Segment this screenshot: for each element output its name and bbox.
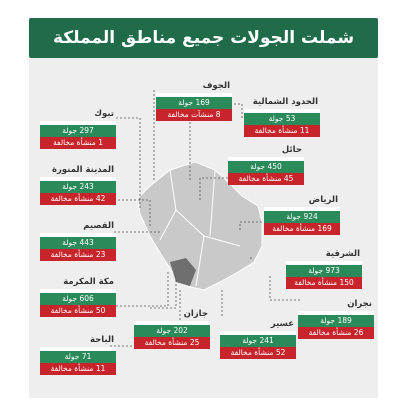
region-name: الشرقية xyxy=(325,249,360,259)
tours-count: 924 جولة xyxy=(264,211,340,223)
region-name: المدينة المنورة xyxy=(51,165,114,175)
violations-count: 45 منشأة مخالفة xyxy=(228,173,304,185)
tours-count: 973 جولة xyxy=(286,265,362,277)
violations-count: 1 منشأة مخالفة xyxy=(40,137,116,149)
tours-count: 169 جولة xyxy=(156,97,232,109)
region-card-qassim xyxy=(40,222,116,261)
tours-count: 450 جولة xyxy=(228,161,304,173)
leader-line-tabuk xyxy=(116,118,140,208)
tours-count: 189 جولة xyxy=(298,315,374,327)
region-card-najran xyxy=(298,300,374,339)
violations-count: 26 منشأة مخالفة xyxy=(298,327,374,339)
region-name: مكة المكرمة xyxy=(63,277,114,287)
region-card-aljouf xyxy=(156,82,232,121)
violations-count: 11 منشأة مخالفة xyxy=(244,125,320,137)
tours-count: 606 جولة xyxy=(40,293,116,305)
region-name: نجران xyxy=(347,299,372,309)
violations-count: 23 منشأة مخالفة xyxy=(40,249,116,261)
violations-count: 52 منشأة مخالفة xyxy=(220,347,296,359)
tours-count: 241 جولة xyxy=(220,335,296,347)
tours-count: 71 جولة xyxy=(40,351,116,363)
region-card-makkah xyxy=(40,278,116,317)
region-card-asir xyxy=(220,320,296,359)
tours-count: 297 جولة xyxy=(40,125,116,137)
region-name: الجوف xyxy=(202,81,230,91)
violations-count: 42 منشأة مخالفة xyxy=(40,193,116,205)
leader-line-makkah xyxy=(108,270,168,306)
region-card-northern xyxy=(244,98,320,137)
region-card-jazan xyxy=(134,310,210,349)
region-name: حائل xyxy=(281,145,302,155)
region-name: الرياض xyxy=(308,195,338,205)
tours-count: 53 جولة xyxy=(244,113,320,125)
region-card-eastern xyxy=(286,250,362,289)
tours-count: 202 جولة xyxy=(134,325,210,337)
region-name: القصيم xyxy=(83,221,114,231)
region-card-tabuk xyxy=(40,110,116,149)
region-card-madinah xyxy=(40,166,116,205)
tours-count: 243 جولة xyxy=(40,181,116,193)
region-name: عسير xyxy=(270,319,294,329)
violations-count: 11 منشأة مخالفة xyxy=(40,363,116,375)
violations-count: 25 منشأة مخالفة xyxy=(134,337,210,349)
violations-count: 169 منشأة مخالفة xyxy=(264,223,340,235)
violations-count: 8 منشآت مخالفة xyxy=(156,109,232,121)
region-card-baha xyxy=(40,336,116,375)
region-name: تبوك xyxy=(94,109,114,119)
leader-line-jazan xyxy=(150,280,176,308)
violations-count: 50 منشأة مخالفة xyxy=(40,305,116,317)
region-name: الحدود الشمالية xyxy=(252,97,318,107)
region-name: جازان xyxy=(183,309,208,319)
region-name: الباحة xyxy=(89,335,114,345)
page-title: شملت الجولات جميع مناطق المملكة xyxy=(29,18,378,58)
violations-count: 150 منشأة مخالفة xyxy=(286,277,362,289)
tours-count: 443 جولة xyxy=(40,237,116,249)
region-card-hail xyxy=(228,146,304,185)
region-card-riyadh xyxy=(264,196,340,235)
